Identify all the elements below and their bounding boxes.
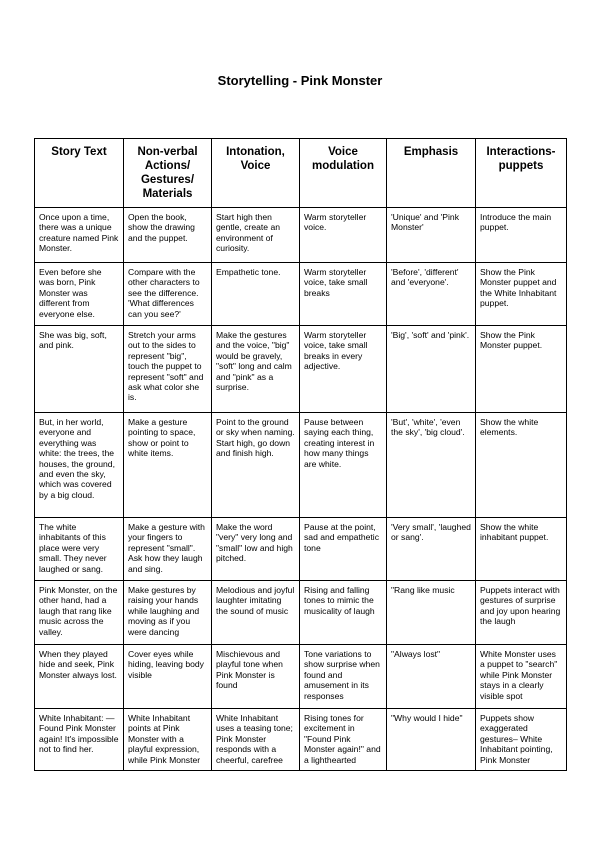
cell-voice-modulation: Pause at the point, sad and empathetic tone (300, 518, 387, 581)
cell-story-text: Even before she was born, Pink Monster was different from everyone else. (35, 263, 124, 326)
cell-non-verbal: Open the book, show the drawing and the puppet. (124, 208, 212, 263)
cell-story-text: She was big, soft, and pink. (35, 326, 124, 413)
table-row (35, 645, 567, 709)
page-title: Storytelling - Pink Monster (217, 73, 383, 88)
cell-voice-modulation: Rising tones for excitement in "Found Pink Monster again!" and a lighthearted (300, 709, 387, 771)
cell-emphasis: 'Unique' and 'Pink Monster' (387, 208, 476, 263)
cell-story-text: Pink Monster, on the other hand, had a laugh that rang like music across the valley. (35, 581, 124, 645)
cell-emphasis: "Why would I hide" (387, 709, 476, 771)
header-interactions: Interactions-puppets (476, 139, 567, 208)
header-voice-modulation: Voice modulation (300, 139, 387, 208)
table-row (35, 208, 567, 263)
storytelling-table (34, 138, 567, 771)
cell-interactions: White Monster uses a puppet to "search" while Pink Monster stays in a clearly visible spot (476, 645, 567, 709)
cell-voice-modulation: Warm storyteller voice. (300, 208, 387, 263)
cell-non-verbal: Make a gesture with your fingers to represent "small". Ask how they laugh and sing. (124, 518, 212, 581)
cell-story-text: When they played hide and seek, Pink Monster always lost. (35, 645, 124, 709)
cell-intonation: White Inhabitant uses a teasing tone; Pink Monster responds with a cheerful, carefree (212, 709, 300, 771)
cell-intonation: Melodious and joyful laughter imitating the sound of music (212, 581, 300, 645)
header-story-text: Story Text (35, 139, 124, 208)
cell-voice-modulation: Tone variations to show surprise when found and amusement in its responses (300, 645, 387, 709)
cell-emphasis: "Always lost" (387, 645, 476, 709)
cell-interactions: Show the Pink Monster puppet and the White Inhabitant puppet. (476, 263, 567, 326)
cell-non-verbal: White Inhabitant points at Pink Monster with a playful expression, while Pink Monster (124, 709, 212, 771)
cell-emphasis: 'Big', 'soft' and 'pink'. (387, 326, 476, 413)
table-row (35, 581, 567, 645)
cell-non-verbal: Stretch your arms out to the sides to represent "big", touch the puppet to represent "soft" and ask what color she is. (124, 326, 212, 413)
cell-emphasis: 'But', 'white', 'even the sky', 'big cloud'. (387, 413, 476, 518)
cell-story-text: The white inhabitants of this place were very small. They never laughed or sang. (35, 518, 124, 581)
cell-intonation: Mischievous and playful tone when Pink Monster is found (212, 645, 300, 709)
table-row (35, 518, 567, 581)
header-emphasis: Emphasis (387, 139, 476, 208)
cell-intonation: Make the word "very" very long and "small" low and high pitched. (212, 518, 300, 581)
cell-voice-modulation: Rising and falling tones to mimic the musicality of laugh (300, 581, 387, 645)
table-header-row (35, 139, 567, 208)
cell-emphasis: "Rang like music (387, 581, 476, 645)
cell-story-text: Once upon a time, there was a unique creature named Pink Monster. (35, 208, 124, 263)
cell-voice-modulation: Warm storyteller voice, take small breaks (300, 263, 387, 326)
cell-non-verbal: Compare with the other characters to see the difference. 'What differences can you see?' (124, 263, 212, 326)
table-row (35, 326, 567, 413)
header-intonation: Intonation, Voice (212, 139, 300, 208)
cell-interactions: Show the white elements. (476, 413, 567, 518)
cell-intonation: Point to the ground or sky when naming. Start high, go down and finish high. (212, 413, 300, 518)
table-row (35, 263, 567, 326)
cell-non-verbal: Cover eyes while hiding, leaving body visible (124, 645, 212, 709)
cell-voice-modulation: Warm storyteller voice, take small breaks in every adjective. (300, 326, 387, 413)
cell-intonation: Start high then gentle, create an environment of curiosity. (212, 208, 300, 263)
cell-voice-modulation: Pause between saying each thing, creating interest in how many things are white. (300, 413, 387, 518)
cell-interactions: Puppets show exaggerated gestures– White Inhabitant pointing, Pink Monster (476, 709, 567, 771)
cell-intonation: Empathetic tone. (212, 263, 300, 326)
cell-emphasis: 'Very small', 'laughed or sang'. (387, 518, 476, 581)
cell-story-text: White Inhabitant: —Found Pink Monster again! It's impossible not to find her. (35, 709, 124, 771)
cell-emphasis: 'Before', 'different' and 'everyone'. (387, 263, 476, 326)
header-non-verbal: Non-verbal Actions/ Gestures/ Materials (124, 139, 212, 208)
table-row (35, 709, 567, 771)
cell-non-verbal: Make gestures by raising your hands while laughing and moving as if you were dancing (124, 581, 212, 645)
cell-interactions: Show the Pink Monster puppet. (476, 326, 567, 413)
table-row (35, 413, 567, 518)
cell-intonation: Make the gestures and the voice, "big" would be gravely, "soft" long and calm and "pink" as a surprise. (212, 326, 300, 413)
cell-non-verbal: Make a gesture pointing to space, show or point to white items. (124, 413, 212, 518)
cell-interactions: Puppets interact with gestures of surprise and joy upon hearing the laugh (476, 581, 567, 645)
cell-interactions: Show the white inhabitant puppet. (476, 518, 567, 581)
cell-interactions: Introduce the main puppet. (476, 208, 567, 263)
cell-story-text: But, in her world, everyone and everything was white: the trees, the houses, the ground, and even the sky, which was covered by a big cloud. (35, 413, 124, 518)
